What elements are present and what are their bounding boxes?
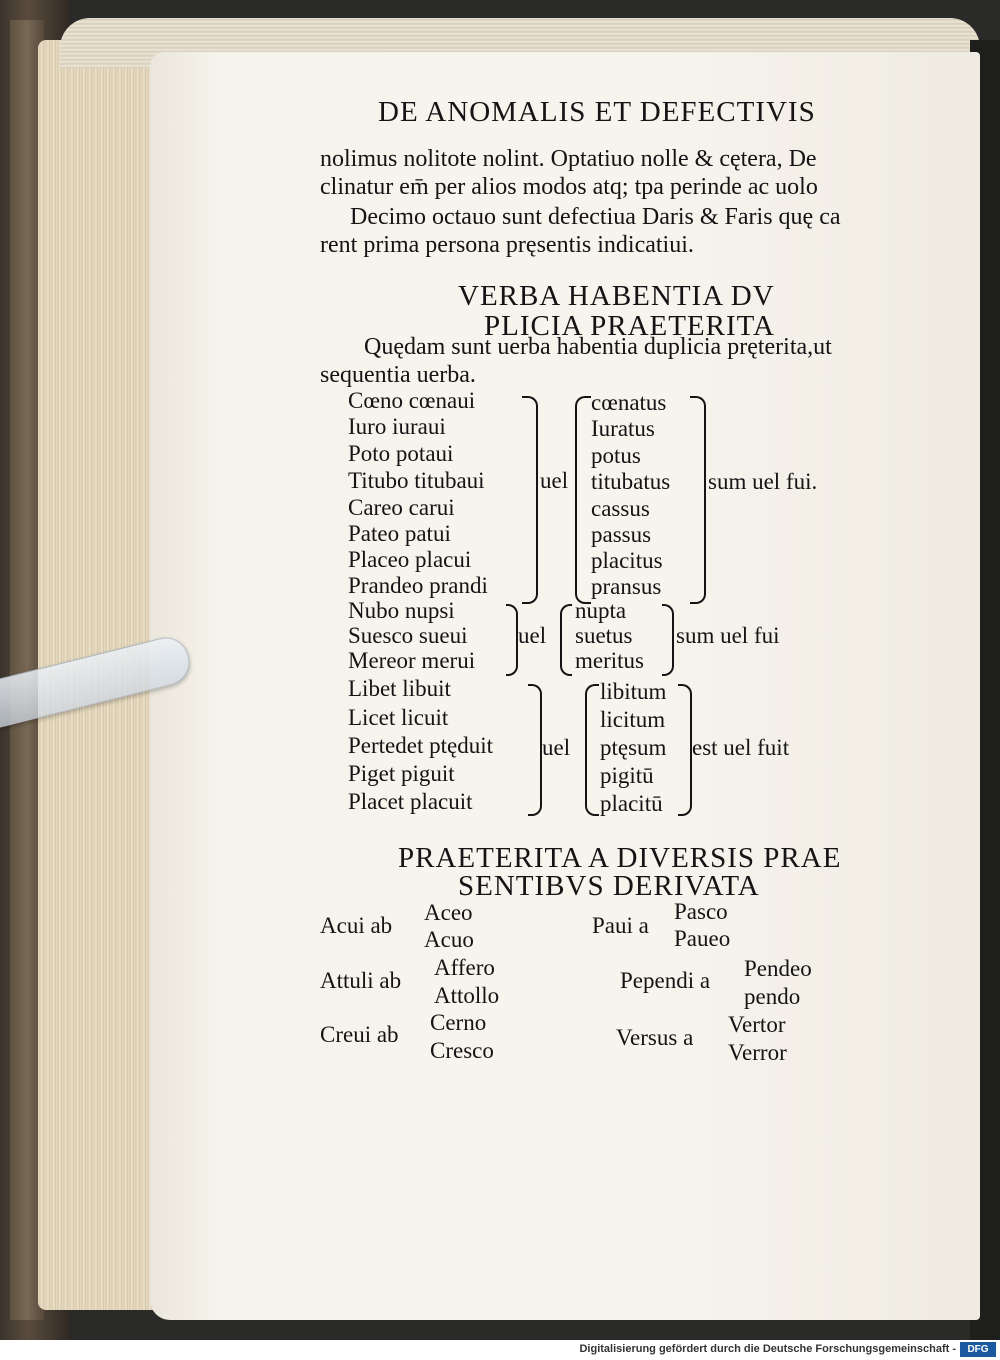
derivation-label: Pependi a	[620, 968, 711, 993]
text-line: rent prima persona pręsentis indicatiui.	[320, 232, 694, 258]
verb-form: Poto potaui	[348, 441, 454, 466]
derivation-form: Affero	[434, 955, 495, 980]
participle: Iuratus	[591, 416, 655, 441]
participle: placitus	[591, 548, 663, 573]
verb-form: Titubo titubaui	[348, 468, 485, 493]
verb-form: Nubo nupsi	[348, 598, 455, 623]
text-line: nolimus nolitote nolint. Optatiuo nolle & cętera, De	[320, 146, 817, 172]
derivation-form: Pendeo	[744, 956, 812, 981]
verb-form: Careo carui	[348, 495, 455, 520]
section-heading: PLICIA PRAETERITA	[484, 310, 775, 342]
verb-form: Cœno cœnaui	[348, 388, 476, 413]
participle: potus	[591, 443, 641, 468]
text-line: sequentia uerba.	[320, 362, 476, 388]
brace-open	[575, 396, 591, 604]
participle: licitum	[600, 707, 666, 732]
section-heading: VERBA HABENTIA DV	[458, 280, 775, 312]
derivation-form: Verror	[728, 1040, 787, 1065]
section-heading: PRAETERITA A DIVERSIS PRAE	[398, 842, 842, 874]
auxiliary: sum uel fui	[676, 623, 780, 648]
text-line: Decimo octauo sunt defectiua Daris & Faris quę ca	[350, 204, 841, 230]
brace-close	[678, 684, 692, 816]
connector: uel	[540, 468, 569, 493]
brace-open	[585, 684, 599, 816]
brace-open	[560, 604, 572, 676]
participle: cassus	[591, 496, 650, 521]
auxiliary: sum uel fui.	[708, 469, 818, 494]
verb-form: Placeo placui	[348, 547, 472, 572]
derivation-form: Attollo	[434, 983, 500, 1008]
participle: nupta	[575, 598, 627, 623]
derivation-form: Cerno	[430, 1010, 487, 1035]
verb-form: Licet licuit	[348, 705, 449, 730]
running-head: DE ANOMALIS ET DEFECTIVIS	[378, 96, 816, 128]
section-heading: SENTIBVS DERIVATA	[458, 870, 760, 902]
footer-credit: Digitalisierung gefördert durch die Deutsche Forschungsgemeinschaft -	[579, 1343, 956, 1355]
verb-form: Suesco sueui	[348, 623, 468, 648]
footer-bar	[0, 1340, 1000, 1360]
derivation-label: Attuli ab	[320, 968, 402, 993]
text-line: clinatur em̄ per alios modos atq; tpa perinde ac uolo	[320, 174, 818, 200]
participle: passus	[591, 522, 652, 547]
participle: pransus	[591, 574, 662, 599]
participle: cœnatus	[591, 390, 667, 415]
verb-form: Placet placuit	[348, 789, 473, 814]
verb-form: Mereor merui	[348, 648, 476, 673]
brace-close	[690, 396, 706, 604]
derivation-form: Aceo	[424, 900, 473, 925]
verb-form: Libet libuit	[348, 676, 451, 701]
derivation-form: pendo	[744, 984, 801, 1009]
verb-form: Iuro iuraui	[348, 414, 446, 439]
derivation-label: Paui a	[592, 913, 649, 938]
verb-form: Prandeo prandi	[348, 573, 488, 598]
verb-form: Pertedet ptęduit	[348, 733, 493, 758]
verb-form: Pateo patui	[348, 521, 451, 546]
participle: titubatus	[591, 469, 671, 494]
brace-close	[522, 396, 538, 604]
dfg-logo: DFG	[960, 1342, 996, 1357]
brace-close	[662, 604, 674, 676]
derivation-form: Vertor	[728, 1012, 786, 1037]
connector: uel	[542, 735, 571, 760]
verb-form: Piget piguit	[348, 761, 455, 786]
derivation-form: Cresco	[430, 1038, 494, 1063]
participle: meritus	[575, 648, 644, 673]
derivation-label: Acui ab	[320, 913, 393, 938]
brace-close	[506, 604, 518, 676]
participle: suetus	[575, 623, 633, 648]
derivation-label: Creui ab	[320, 1022, 399, 1047]
derivation-label: Versus a	[616, 1025, 694, 1050]
text-line: Quędam sunt uerba habentia duplicia pręterita,ut	[364, 334, 832, 360]
derivation-form: Paueo	[674, 926, 731, 951]
derivation-form: Pasco	[674, 899, 728, 924]
derivation-form: Acuo	[424, 927, 474, 952]
participle: libitum	[600, 679, 667, 704]
connector: uel	[518, 623, 547, 648]
participle: pigitū	[600, 763, 654, 788]
auxiliary: est uel fuit	[692, 735, 790, 760]
participle: ptęsum	[600, 735, 667, 760]
brace-close	[528, 684, 542, 816]
participle: placitū	[600, 791, 663, 816]
